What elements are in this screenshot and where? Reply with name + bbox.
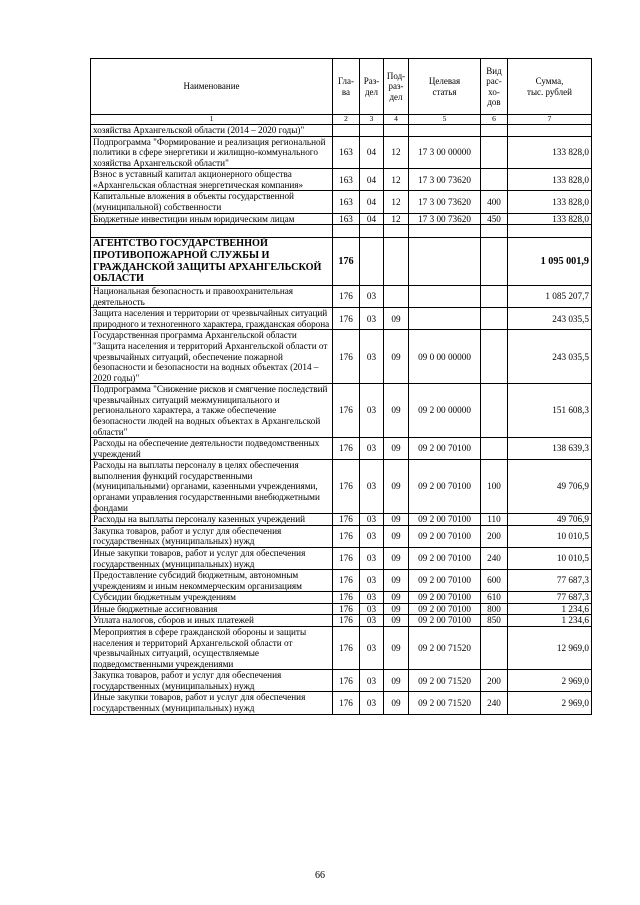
table-row [91,570,592,592]
row-name: Закупка товаров, работ и услуг для обеспечения государственных (муниципальных) нужд [91,525,333,547]
empty-cell [384,238,409,286]
row-name: Расходы на обеспечение деятельности подведомственных учреждений [91,438,333,460]
row-target: 09 2 00 70100 [409,615,481,627]
row-subsection: 09 [384,525,409,547]
row-name: Иные бюджетные ассигнования [91,603,333,615]
row-chapter: 176 [333,514,360,526]
row-section: 03 [360,615,384,627]
table-row [91,460,592,514]
row-expense-type [481,169,508,191]
row-sum: 243 035,5 [508,308,592,330]
table-row [91,384,592,438]
row-section: 04 [360,213,384,225]
row-subsection: 09 [384,592,409,604]
column-number: 2 [333,115,360,125]
row-expense-type: 240 [481,547,508,569]
row-chapter: 176 [333,438,360,460]
row-target: 09 2 00 70100 [409,570,481,592]
row-sum: 12 969,0 [508,627,592,670]
row-sum: 10 010,5 [508,525,592,547]
row-chapter: 163 [333,136,360,169]
row-name: Мероприятия в сфере гражданской обороны и защиты населения и территорий Архангельской области от чрезвычайных ситуаций, осуществляемые подведомственными учреждениями [91,627,333,670]
row-target: 09 0 00 00000 [409,330,481,384]
row-target: 09 2 00 70100 [409,547,481,569]
row-expense-type: 200 [481,670,508,692]
row-sum: 77 687,3 [508,570,592,592]
row-name: хозяйства Архангельской области (2014 – 2020 годы)" [91,125,333,137]
row-chapter: 176 [333,525,360,547]
row-sum [508,125,592,137]
table-row [91,169,592,191]
table-row [91,308,592,330]
row-section: 03 [360,384,384,438]
row-expense-type [481,330,508,384]
row-expense-type [481,125,508,137]
row-subsection: 09 [384,438,409,460]
spacer-cell [360,225,384,238]
table-row [91,592,592,604]
row-subsection: 12 [384,191,409,213]
row-name: Взнос в уставный капитал акционерного общества «Архангельская областная энергетическая компания» [91,169,333,191]
row-expense-type: 100 [481,460,508,514]
row-subsection [384,286,409,308]
row-name: Защита населения и территории от чрезвычайных ситуаций природного и техногенного характера, гражданская оборона [91,308,333,330]
column-number: 7 [508,115,592,125]
row-section: 04 [360,191,384,213]
table-row [91,615,592,627]
row-subsection: 09 [384,670,409,692]
row-section: 03 [360,627,384,670]
row-section: 04 [360,169,384,191]
spacer-cell [333,225,360,238]
column-number: 4 [384,115,409,125]
table-row [91,525,592,547]
row-section: 03 [360,286,384,308]
row-target: 09 2 00 00000 [409,384,481,438]
row-subsection: 09 [384,460,409,514]
row-expense-type: 610 [481,592,508,604]
row-name: Субсидии бюджетным учреждениям [91,592,333,604]
row-sum: 138 639,3 [508,438,592,460]
row-expense-type [481,438,508,460]
spacer-cell [508,225,592,238]
row-chapter: 176 [333,670,360,692]
row-name: Капитальные вложения в объекты государственной (муниципальной) собственности [91,191,333,213]
row-name: Подпрограмма "Снижение рисков и смягчение последствий чрезвычайных ситуаций межмуниципального и регионального характера, а также обеспечение безопасности людей на водных объектах в Архангельской области" [91,384,333,438]
row-section: 03 [360,592,384,604]
row-expense-type: 110 [481,514,508,526]
row-subsection: 09 [384,692,409,714]
row-expense-type: 240 [481,692,508,714]
budget-table-container [90,58,592,715]
row-target: 09 2 00 70100 [409,525,481,547]
row-expense-type [481,136,508,169]
row-chapter: 176 [333,384,360,438]
header-name: Наименование [91,59,333,115]
row-subsection: 09 [384,615,409,627]
table-row [91,125,592,137]
table-row [91,191,592,213]
row-expense-type: 850 [481,615,508,627]
row-name: Иные закупки товаров, работ и услуг для обеспечения государственных (муниципальных) нужд [91,692,333,714]
row-subsection: 12 [384,136,409,169]
row-sum: 1 085 207,7 [508,286,592,308]
column-number: 1 [91,115,333,125]
table-row [91,603,592,615]
row-sum: 1 234,6 [508,615,592,627]
header-expense-type: Вид рас- хо- дов [481,59,508,115]
row-target: 09 2 00 70100 [409,460,481,514]
row-target [409,125,481,137]
header-subsection: Под- раз- дел [384,59,409,115]
row-sum: 133 828,0 [508,169,592,191]
row-target: 09 2 00 70100 [409,514,481,526]
row-name: Предоставление субсидий бюджетным, автономным учреждениям и иным некоммерческим организациям [91,570,333,592]
column-number: 6 [481,115,508,125]
row-target: 17 3 00 73620 [409,213,481,225]
row-target: 09 2 00 71520 [409,692,481,714]
row-section: 03 [360,525,384,547]
row-sum: 133 828,0 [508,191,592,213]
column-number: 3 [360,115,384,125]
row-target: 09 2 00 71520 [409,627,481,670]
row-expense-type: 450 [481,213,508,225]
row-section [360,125,384,137]
row-subsection: 12 [384,169,409,191]
row-expense-type: 800 [481,603,508,615]
row-expense-type [481,384,508,438]
row-target: 09 2 00 71520 [409,670,481,692]
row-section: 03 [360,570,384,592]
column-numbers-row [91,115,592,125]
spacer-cell [384,225,409,238]
agency-chapter: 176 [333,238,360,286]
row-chapter: 176 [333,308,360,330]
agency-sum: 1 095 001,9 [508,238,592,286]
budget-table [90,58,592,715]
row-section: 03 [360,547,384,569]
agency-row [91,238,592,286]
row-target: 17 3 00 73620 [409,191,481,213]
row-name: Бюджетные инвестиции иным юридическим лицам [91,213,333,225]
row-subsection: 09 [384,570,409,592]
row-subsection: 09 [384,547,409,569]
empty-cell [360,238,384,286]
table-row [91,692,592,714]
row-chapter: 163 [333,191,360,213]
row-chapter: 176 [333,603,360,615]
row-section: 03 [360,670,384,692]
page-number: 66 [315,870,325,881]
header-row [91,59,592,115]
table-row [91,547,592,569]
table-row [91,330,592,384]
row-section: 03 [360,438,384,460]
spacer-cell [481,225,508,238]
row-section: 03 [360,308,384,330]
row-section: 03 [360,460,384,514]
row-target: 09 2 00 70100 [409,438,481,460]
row-sum: 49 706,9 [508,514,592,526]
spacer-cell [91,225,333,238]
row-name: Расходы на выплаты персоналу в целях обеспечения выполнения функций государственными (муниципальными) органами, казенными учреждениями, органами управления государственными внебюджетными фондами [91,460,333,514]
table-row [91,670,592,692]
row-subsection: 09 [384,384,409,438]
row-subsection: 09 [384,330,409,384]
header-target: Целевая статья [409,59,481,115]
table-row [91,514,592,526]
row-subsection: 12 [384,213,409,225]
empty-cell [481,238,508,286]
row-sum: 151 608,3 [508,384,592,438]
row-expense-type [481,308,508,330]
row-target [409,286,481,308]
row-chapter: 176 [333,615,360,627]
row-section: 03 [360,692,384,714]
row-name: Расходы на выплаты персоналу казенных учреждений [91,514,333,526]
header-sum: Сумма, тыс. рублей [508,59,592,115]
row-expense-type: 400 [481,191,508,213]
row-sum: 133 828,0 [508,213,592,225]
row-sum: 77 687,3 [508,592,592,604]
row-chapter: 176 [333,627,360,670]
agency-name: АГЕНТСТВО ГОСУДАРСТВЕННОЙ ПРОТИВОПОЖАРНОЙ СЛУЖБЫ И ГРАЖДАНСКОЙ ЗАЩИТЫ АРХАНГЕЛЬСКОЙ ОБЛАСТИ [91,238,333,286]
row-expense-type [481,627,508,670]
row-section: 04 [360,136,384,169]
spacer-cell [409,225,481,238]
row-sum: 2 969,0 [508,670,592,692]
row-section: 03 [360,330,384,384]
row-chapter: 176 [333,592,360,604]
row-expense-type: 200 [481,525,508,547]
row-section: 03 [360,603,384,615]
row-name: Государственная программа Архангельской области "Защита населения и территорий Архангельской области от чрезвычайных ситуаций, обеспечение пожарной безопасности и безопасности на водных объектах (2014 – 2020 годы)" [91,330,333,384]
row-subsection: 09 [384,514,409,526]
table-row [91,627,592,670]
row-sum: 10 010,5 [508,547,592,569]
row-sum: 1 234,6 [508,603,592,615]
row-chapter: 176 [333,460,360,514]
row-chapter: 176 [333,330,360,384]
row-chapter: 176 [333,547,360,569]
row-chapter: 176 [333,570,360,592]
row-sum: 133 828,0 [508,136,592,169]
row-expense-type: 600 [481,570,508,592]
row-target: 09 2 00 70100 [409,592,481,604]
row-chapter: 163 [333,213,360,225]
row-target: 17 3 00 73620 [409,169,481,191]
row-name: Уплата налогов, сборов и иных платежей [91,615,333,627]
row-expense-type [481,286,508,308]
row-name: Иные закупки товаров, работ и услуг для обеспечения государственных (муниципальных) нужд [91,547,333,569]
row-subsection: 09 [384,603,409,615]
spacer-row [91,225,592,238]
row-name: Подпрограмма "Формирование и реализация региональной политики в сфере энергетики и жилищно-коммунального хозяйства Архангельской области" [91,136,333,169]
row-chapter: 176 [333,286,360,308]
row-chapter: 176 [333,692,360,714]
row-section: 03 [360,514,384,526]
row-sum: 2 969,0 [508,692,592,714]
row-subsection: 09 [384,308,409,330]
row-subsection: 09 [384,627,409,670]
row-sum: 49 706,9 [508,460,592,514]
header-section: Раз- дел [360,59,384,115]
column-number: 5 [409,115,481,125]
row-chapter [333,125,360,137]
empty-cell [409,238,481,286]
row-target [409,308,481,330]
table-row [91,438,592,460]
row-sum: 243 035,5 [508,330,592,384]
row-target: 17 3 00 00000 [409,136,481,169]
row-name: Национальная безопасность и правоохранительная деятельность [91,286,333,308]
table-row [91,213,592,225]
header-chapter: Гла- ва [333,59,360,115]
table-row [91,286,592,308]
row-name: Закупка товаров, работ и услуг для обеспечения государственных (муниципальных) нужд [91,670,333,692]
table-row [91,136,592,169]
row-target: 09 2 00 70100 [409,603,481,615]
row-chapter: 163 [333,169,360,191]
row-subsection [384,125,409,137]
